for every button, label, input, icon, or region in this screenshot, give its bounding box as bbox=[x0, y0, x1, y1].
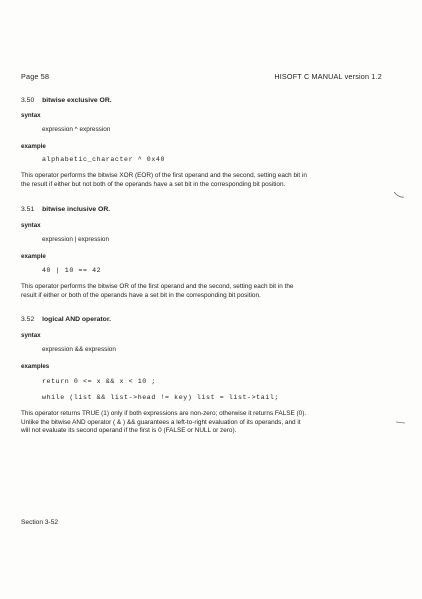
section-title: bitwise exclusive OR. bbox=[42, 97, 112, 104]
code-example: 40 | 10 == 42 bbox=[42, 267, 102, 274]
description-line: Unlike the bitwise AND operator ( & ) && guarantees a left-to-right evaluation of its operands, and it bbox=[21, 418, 301, 426]
syntax-text: expression && expression bbox=[42, 346, 116, 353]
section-heading-3-50 bbox=[21, 97, 393, 106]
syntax-label: syntax bbox=[21, 332, 41, 339]
section-heading-3-51 bbox=[21, 206, 393, 215]
description bbox=[21, 410, 393, 436]
syntax-text: expression | expression bbox=[42, 236, 110, 243]
margin-mark bbox=[393, 190, 405, 200]
section-heading-3-52 bbox=[21, 316, 393, 325]
section-title: logical AND operator. bbox=[42, 316, 111, 323]
section-number: 3.51 bbox=[21, 206, 35, 213]
description-line: This operator returns TRUE (1) only if both expressions are non-zero; otherwise it returns FALSE (0). bbox=[21, 410, 307, 417]
syntax-label: syntax bbox=[21, 112, 41, 119]
section-footer: Section 3-52 bbox=[21, 519, 59, 526]
description-line: the result if either but not both of the operands have a set bit in the corresponding bit position. bbox=[21, 180, 286, 188]
example-label: examples bbox=[21, 363, 50, 370]
code-example: while (list && list->head != key) list = list->tail; bbox=[42, 394, 279, 401]
description-line: This operator performs the bitwise XOR (EOR) of the first operand and the second, setting each bit in bbox=[21, 172, 307, 179]
manual-title: HISOFT C MANUAL version 1.2 bbox=[274, 72, 382, 81]
description bbox=[21, 283, 393, 300]
example-label: example bbox=[21, 143, 46, 150]
code-example: alphabetic_character ^ 0x40 bbox=[42, 156, 166, 163]
description-line: result if either or both of the operands have a set bit in the corresponding bit position. bbox=[21, 291, 261, 299]
description-line: This operator performs the bitwise OR of the first operand and the second, setting each bit in the bbox=[21, 283, 294, 290]
example-label: example bbox=[21, 253, 46, 260]
description-line: will not evaluate its second operand if the first is 0 (FALSE or NULL or zero). bbox=[21, 427, 237, 435]
syntax-label: syntax bbox=[21, 222, 41, 229]
code-example: return 0 <= x && x < 10 ; bbox=[42, 378, 156, 385]
section-number: 3.52 bbox=[21, 316, 35, 323]
page-number: Page 58 bbox=[21, 72, 50, 81]
description bbox=[21, 172, 393, 189]
section-number: 3.50 bbox=[21, 97, 35, 104]
syntax-text: expression ^ expression bbox=[42, 126, 111, 133]
section-title: bitwise inclusive OR. bbox=[42, 206, 111, 213]
margin-mark bbox=[395, 418, 407, 428]
